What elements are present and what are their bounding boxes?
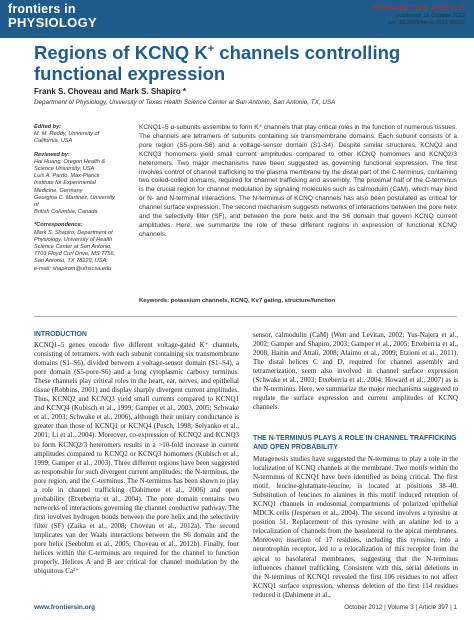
editorial-sidebar — [34, 124, 120, 279]
published-date: published: 16 October 2012 — [396, 13, 465, 19]
footer-issue-meta: October 2012 | Volume 3 | Article 397 | 1 — [344, 604, 457, 611]
introduction-body: KCNQ1–5 genes encode five different voltage-gated K⁺ channels, consisting of tetramers, with each subunit containing six transmembrane domains (S1–S6), divided between a voltage-sensor domain (S1–S4), a pore domain (S5-pore-S6) and a long cytoplasmic carboxy terminus. These channels play critical roles in the heart, ear, nerves, and epithelial tissue (Robbins, 2001) and display sharply divergent current amplitudes. Thus, KCNQ2 and KCNQ3 yield small currents compared to KCNQ1 and KCNQ4 (Kubisch et al., 1999; Gamper et al., 2003, 2005; Schwake et al., 2003; Schwake et al., 2006), although their unitary conductance is greater than those of KCNQ1 or KCNQ4 (Pusch, 1998; Selyanko et al., 2001; Li et al., 2004). Moreover, co-expression of KCNQ2 and KCNQ3 to form KCNQ2/3 heteromers results in a >10-fold increase in current amplitudes compared to KCNQ2 or KCNQ3 homomers (Kubisch et al., 1999; Gamper et al., 2003). Three different regions have been suggested as responsible for such divergent current amplitudes: the N-terminus, the pore region, and the C-terminus. The N-terminus has been shown to play a role in channel trafficking (Dahimene et al., 2006) and open probability (Etxeberria et al., 2004). The pore domain contains two networks of interactions governing the channel conductive pathway. The first involves hydrogen bonds between the pore helix and the selectivity filter (SF) (Zaika et al., 2008; Choveau et al., 2012a). The second implicates van der Waals interactions between the S6 domain and the pore helix (Seebohm et al., 2005; Choveau et al., 2012b). Finally, four helices within the C-terminus are required for the channel to function properly. Helices A and B are critical for channel modulation by the ubiquitous Ca²⁺ — [34, 341, 239, 576]
title-superscript: + — [207, 42, 215, 55]
keywords-line — [139, 298, 457, 304]
journal-logo-line2: PHYSIOLOGY — [8, 15, 97, 30]
publication-meta — [388, 13, 465, 27]
right-column-body-2: Mutagenesis studies have suggested the N-terminus to play a role in the localization of KCNQ channels at the membrane. Two motifs within the N-terminus of KCNQ1 have been identified as being critical. The first motif, leucine-glutamate-leucine, is located at positions 38–40. Substitution of leucines to alanines in this motif induced retention of KCNQ1 channels in endosomal compartments of polarized epithelial MDCK cells (Jespersen et al., 2004). The second involves a tyrosine at position 51. Replacement of this tyrosine with an alanine led to a relocalization of channels from the basolateral to the apical membranes. Moreover, insertion of 17 residues, including this tyrosine, into a neurotrophin receptor, led to a relocalization of this receptor from the apical to basolateral membranes, suggesting that the N-terminus influences channel trafficking. Consistent with this, serial deletions in the N-terminus of KCNQ1 revealed the first 106 residues to not affect KCNQ1 surface expression, whereas deletion of the first 114 residues reduced it (Dahimene et al., — [253, 455, 458, 599]
introduction-heading: INTRODUCTION — [34, 331, 87, 338]
title-part1: Regions of KCNQ K — [34, 42, 208, 63]
edited-by-label: Edited by: — [34, 124, 62, 130]
footer-website-link[interactable]: www.frontiersin.org — [34, 604, 96, 611]
edited-by-value: M. M. Reddy, University of California, USA — [34, 131, 100, 145]
article-title — [34, 42, 454, 84]
correspondence-label: *Correspondence: — [34, 222, 83, 229]
correspondence-value[interactable]: Mark S. Shapiro, Department of Physiology, University of Health Science Center at San Antonio, 7703 Floyd Curl Drive, MS 7756, San Antonio, TX 78229, USA. e-mail: shapirom@uthscsa.edu — [34, 229, 116, 272]
author-affiliation: Department of Physiology, University of Texas Health Science Center at San Antonio, San Antonio, TX, USA — [34, 99, 336, 106]
n-terminus-heading: THE N-TERMINUS PLAYS A ROLE IN CHANNEL TRAFFICKING AND OPEN PROBABILITY — [253, 435, 457, 451]
right-column-body-1: sensor, calmodulin (CaM) (Wen and Levitan, 2002; Yus-Najera et al., 2002; Gamper and Shapiro, 2003; Gamper et al., 2005; Etxeberria et al., 2008; Haitin and Attali, 2008; Alaimo et al., 2009; Etzioni et al., 2011). The distal helices C and D, required for channel assembly and tetramerization, seem also involved in channel surface expression (Schwake et al., 2003; Etxeberria et al., 2004; Howard et al., 2007) as is the N-terminus. Here, we summarize the major mechanisms suggested to regulate the surface expression and current amplitudes of KCNQ channels. — [253, 331, 458, 412]
reviewed-by-value: Hai Huang, Oregon Health & Science University, USA Luis A. Pardo, Max-Planck Institute for Experimental Medicine, Germany Georgina C. Martinez, University of British Columbia, Canada — [34, 158, 115, 216]
journal-logo-line1: frontiers in — [8, 2, 76, 16]
reviewed-by-label: Reviewed by: — [34, 151, 70, 158]
title-part2: channels controlling functional expression — [34, 42, 401, 84]
keywords-list: potassium channels, KCNQ, Kv7 gating, structure/function — [170, 298, 336, 304]
keywords-label: Keywords: — [139, 298, 170, 304]
section-divider — [34, 316, 457, 317]
article-type-label: PERSPECTIVE ARTICLE — [372, 3, 465, 12]
author-list: Frank S. Choveau and Mark S. Shapiro * — [34, 87, 187, 96]
abstract-text: KCNQ1–5 α-subunits assemble to form K⁺ channels that play critical roles in the function of numerous tissues. The channels are tetramers of subunits containing six transmembrane domains. Each subunit consists of a pore region (S5-pore-S6) and a voltage-sensor domain (S1-S4). Despite similar structures, KCNQ2 and KCNQ3 homomers yield small current amplitudes compared to other KCNQ homomers and KCNQ2/3 heteromers. Two major mechanisms have been suggested as governing functional expression. The first involves control of channel trafficking to the plasma membrane by the distal part of the C-terminus, containing two coiled-coiled domains, required for channel trafficking and assembly. The proximal half of the C-terminus is the crucial region for channel modulation by signaling molecules such as calmodulin (CaM), which may bind or N- and N-terminal interactions. The N-terminus of KCNQ channels has also been postulated as critical for channel surface expression. The second mechanism suggests networks of interactions between the pore helix and the selectivity filter (SF), and between the pore helix and the S6 domain that govern KCNQ current amplitudes. Here, we summarize the role of these different regions in expression of functional KCNQ channels. — [139, 124, 457, 238]
doi-link[interactable]: doi: 10.3389/fphys.2012.00397 — [388, 20, 465, 26]
